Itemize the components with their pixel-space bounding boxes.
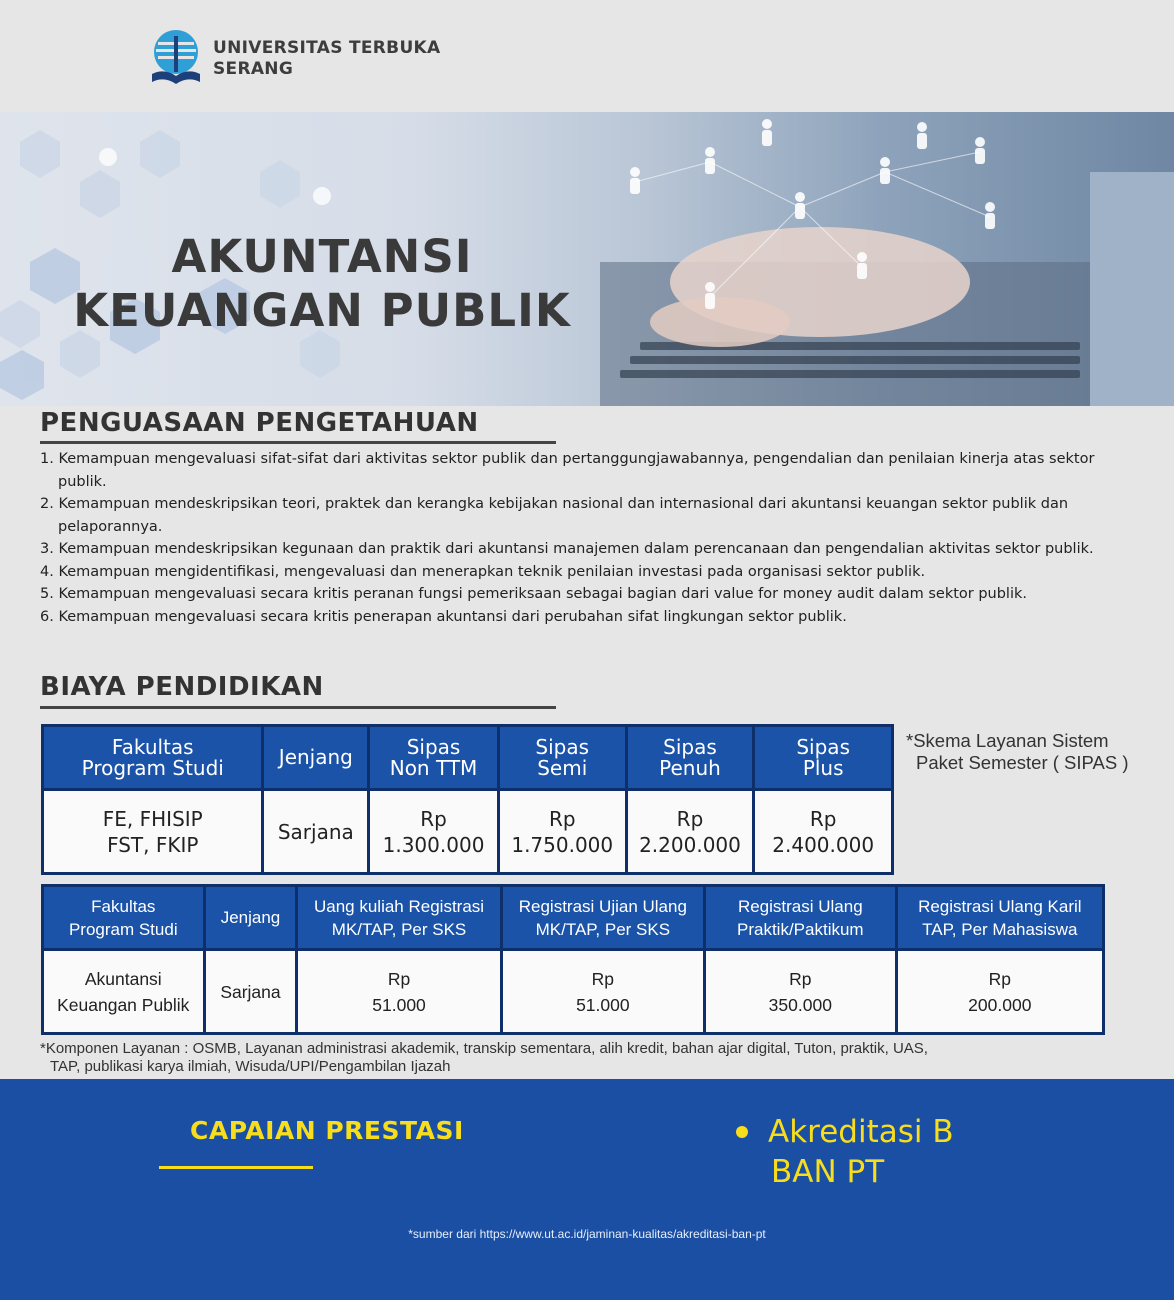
sipas-scheme-note — [906, 730, 1128, 774]
achievement-title-underline — [159, 1166, 313, 1169]
table-header-cell: Sipas Semi — [498, 726, 626, 790]
table-header-cell: Registrasi Ujian Ulang MK/TAP, Per SKS — [501, 886, 704, 950]
knowledge-section-title: PENGUASAAN PENGETAHUAN — [40, 408, 479, 438]
table-header-cell: Uang kuliah Registrasi MK/TAP, Per SKS — [297, 886, 501, 950]
hero-banner — [0, 112, 1174, 406]
table-header-row — [43, 726, 893, 790]
knowledge-item: 5. Kemampuan mengevaluasi secara kritis peranan fungsi pemeriksaan sebagai bagian dari value for money audit dalam sektor publik. — [40, 586, 1027, 602]
table-row — [43, 950, 1104, 1034]
table-header-cell: Registrasi Ulang Karil TAP, Per Mahasiswa — [896, 886, 1103, 950]
table-header-cell: Jenjang — [263, 726, 369, 790]
knowledge-list — [40, 448, 1130, 628]
knowledge-item: 4. Kemampuan mengidentifikasi, mengevaluasi dan menerapkan teknik penilaian investasi pada organisasi sektor publik. — [40, 563, 926, 580]
brand-line-1: UNIVERSITAS TERBUKA — [213, 38, 441, 58]
achievement-line-1: Akreditasi B — [768, 1114, 954, 1150]
program-title-line-1: AKUNTANSI — [171, 230, 473, 283]
sipas-note-line-2: Paket Semester ( SIPAS ) — [916, 752, 1129, 773]
knowledge-item: 6. Kemampuan mengevaluasi secara kritis penerapan akuntansi dari perubahan sifat lingkungan sektor publik. — [40, 608, 847, 625]
bullet-icon — [736, 1126, 748, 1138]
service-note-line-1: *Komponen Layanan : OSMB, Layanan administrasi akademik, transkip sementara, alih kredit, bahan ajar digital, Tuton, praktik, UAS, — [40, 1040, 928, 1057]
knowledge-item: 2. Kemampuan mendeskripsikan teori, praktek dan kerangka kebijakan nasional dan internasional dari akuntansi keuangan sektor publik dan pelaporannya. — [40, 496, 1069, 535]
fees-title-underline — [40, 706, 556, 709]
header — [0, 0, 1174, 112]
fees-section-title: BIAYA PENDIDIKAN — [40, 672, 324, 702]
source-note: *sumber dari https://www.ut.ac.id/jaminan-kualitas/akreditasi-ban-pt — [408, 1227, 766, 1241]
brand-line-2: SERANG — [213, 59, 294, 79]
knowledge-item: 3. Kemampuan mendeskripsikan kegunaan dan praktik dari akuntansi manajemen dalam perencanaan dan pengendalian aktivitas sektor publik. — [40, 541, 1094, 557]
achievement-line-2: BAN PT — [771, 1154, 885, 1190]
table-header-cell: Jenjang — [204, 886, 297, 950]
table-cell: Rp 51.000 — [297, 950, 501, 1034]
footer-panel — [0, 1079, 1174, 1300]
table-header-cell: Registrasi Ulang Praktik/Paktikum — [704, 886, 896, 950]
table-row — [43, 790, 893, 874]
table-cell: FE, FHISIP FST, FKIP — [43, 790, 263, 874]
table-cell: Rp 2.200.000 — [626, 790, 754, 874]
table-cell: Rp 350.000 — [704, 950, 896, 1034]
table-header-row — [43, 886, 1104, 950]
program-title — [52, 230, 592, 338]
table-header-cell: Fakultas Program Studi — [43, 726, 263, 790]
table-header-cell: Sipas Penuh — [626, 726, 754, 790]
table-cell: Rp 2.400.000 — [754, 790, 893, 874]
service-components-note — [40, 1040, 1160, 1076]
table-cell: Sarjana — [263, 790, 369, 874]
table-cell: Sarjana — [204, 950, 297, 1034]
knowledge-item: 1. Kemampuan mengevaluasi sifat-sifat dari aktivitas sektor publik dan pertanggungjawabannya, pengendalian dan penilaian kinerja atas sektor publik. — [40, 451, 1095, 490]
sipas-fee-table — [41, 724, 894, 875]
achievement-item — [768, 1112, 954, 1192]
table-cell: Rp 1.300.000 — [369, 790, 499, 874]
table-cell: Rp 1.750.000 — [498, 790, 626, 874]
brand-name — [213, 38, 440, 80]
registration-fee-table — [41, 884, 1105, 1035]
table-cell: Akuntansi Keuangan Publik — [43, 950, 205, 1034]
table-header-cell: Fakultas Program Studi — [43, 886, 205, 950]
table-header-cell: Sipas Non TTM — [369, 726, 499, 790]
achievement-title: CAPAIAN PRESTASI — [190, 1116, 464, 1145]
service-note-line-2: TAP, publikasi karya ilmiah, Wisuda/UPI/Pengambilan Ijazah — [50, 1058, 451, 1075]
program-title-line-2: KEUANGAN PUBLIK — [73, 284, 571, 337]
ut-logo-icon — [150, 28, 202, 90]
knowledge-title-underline — [40, 441, 556, 444]
sipas-note-line-1: *Skema Layanan Sistem — [906, 730, 1109, 751]
table-cell: Rp 51.000 — [501, 950, 704, 1034]
table-cell: Rp 200.000 — [896, 950, 1103, 1034]
table-header-cell: Sipas Plus — [754, 726, 893, 790]
